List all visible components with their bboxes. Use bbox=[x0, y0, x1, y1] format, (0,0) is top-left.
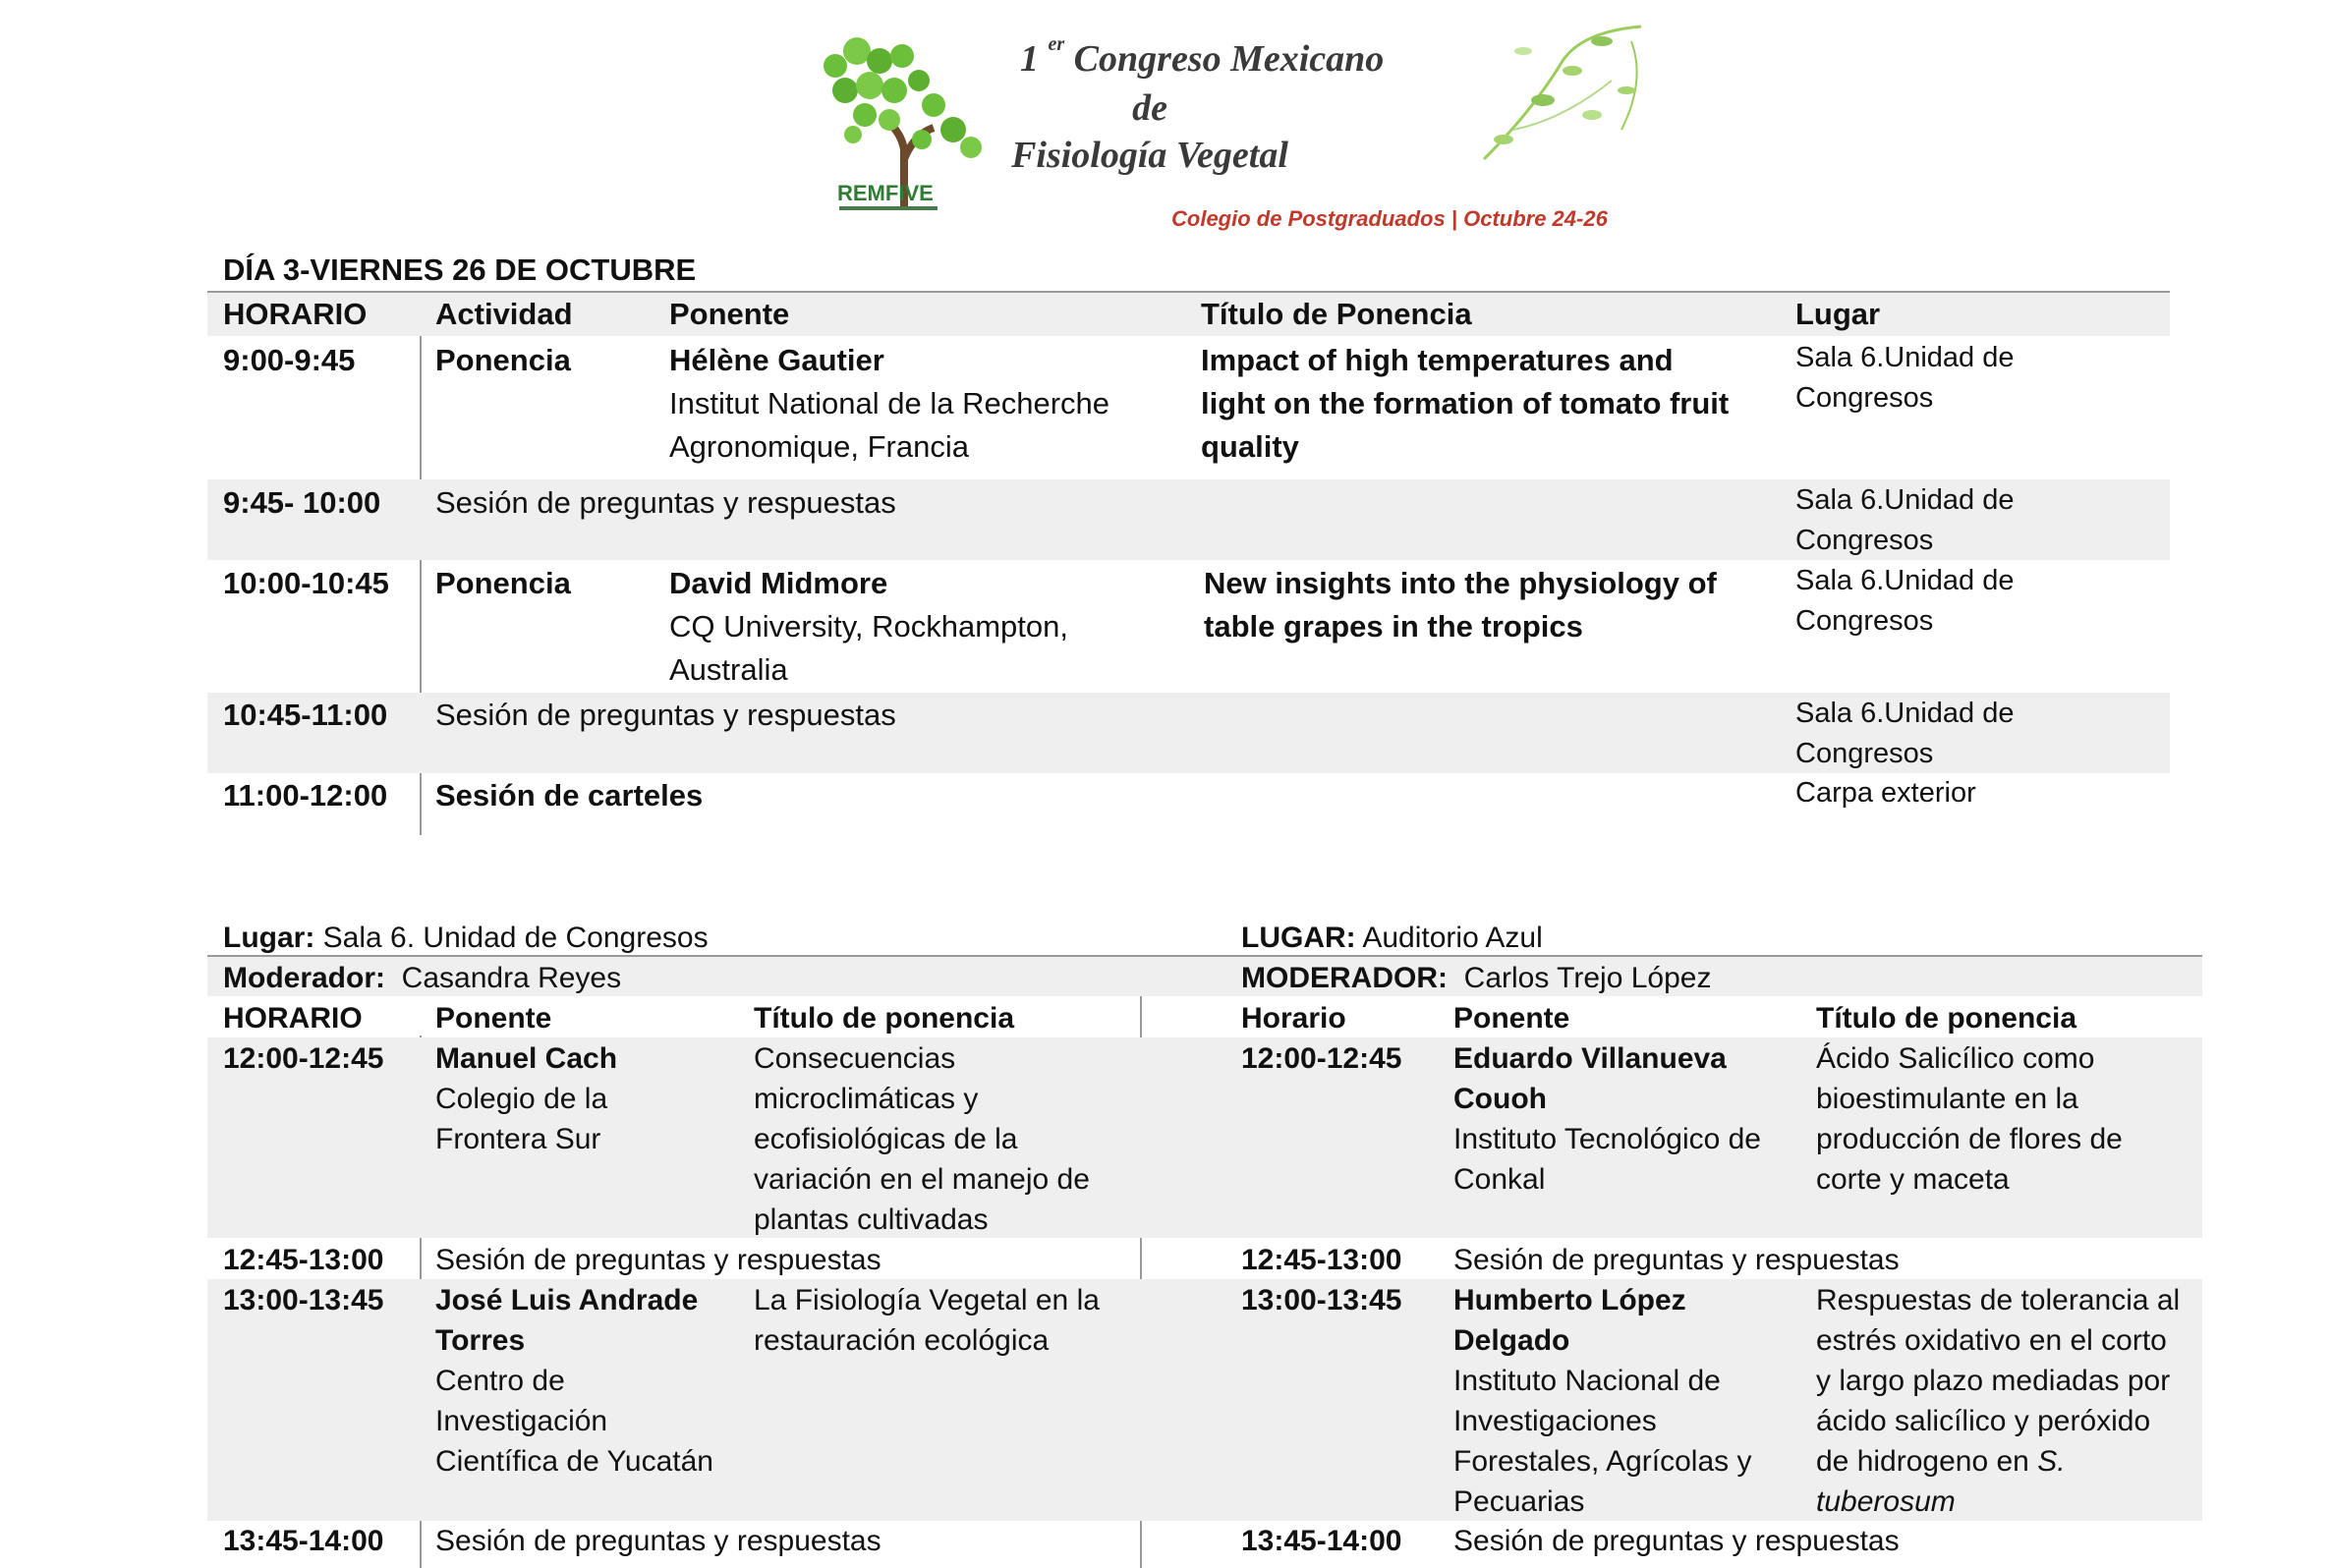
row-talk-title: table grapes in the tropics bbox=[1204, 609, 1583, 644]
row-place: Sala 6.Unidad de bbox=[1795, 698, 2015, 729]
row-speaker: Torres bbox=[435, 1324, 526, 1357]
congress-title-line2: de bbox=[1132, 87, 1167, 129]
row-time: 10:00-10:45 bbox=[223, 566, 389, 600]
row-speaker: David Midmore bbox=[669, 566, 888, 600]
congress-subtitle: Colegio de Postgraduados | Octubre 24-26 bbox=[1171, 206, 1608, 231]
row-time: 9:00-9:45 bbox=[223, 343, 356, 377]
row-affiliation: Centro de bbox=[435, 1365, 565, 1397]
row-time: 12:00-12:45 bbox=[223, 1042, 384, 1075]
row-time: 9:45- 10:00 bbox=[223, 485, 381, 520]
row-speaker: Eduardo Villanueva bbox=[1453, 1042, 1727, 1075]
row-talk-title: restauración ecológica bbox=[754, 1324, 1050, 1357]
row-activity: Sesión de preguntas y respuestas bbox=[435, 698, 896, 732]
row-place: Congresos bbox=[1795, 525, 1934, 556]
row-affiliation: Investigación bbox=[435, 1405, 608, 1437]
row-talk-title: estrés oxidativo en el corto bbox=[1816, 1324, 2167, 1357]
row-speaker: Couoh bbox=[1453, 1083, 1547, 1115]
row-talk-title: variación en el manejo de bbox=[754, 1163, 1090, 1196]
row-affiliation: Científica de Yucatán bbox=[435, 1445, 713, 1478]
logo-text: REMFIVE bbox=[837, 181, 934, 205]
row-time: 13:00-13:45 bbox=[1241, 1284, 1402, 1316]
congress-title-line1: 1 $^{er}$ Congreso Mexicano bbox=[1020, 33, 1385, 80]
row-talk-title: y largo plazo mediadas por bbox=[1816, 1365, 2171, 1397]
row-activity: Ponencia bbox=[435, 566, 571, 600]
row-affiliation: Pecuarias bbox=[1453, 1485, 1585, 1518]
header-place: Lugar bbox=[1795, 297, 1881, 331]
row-qa: Sesión de preguntas y respuestas bbox=[1453, 1244, 1900, 1276]
header-time: HORARIO bbox=[223, 297, 368, 331]
day-title: DÍA 3-VIERNES 26 DE OCTUBRE bbox=[223, 252, 697, 287]
row-qa: Sesión de preguntas y respuestas bbox=[435, 1525, 881, 1557]
congress-banner bbox=[806, 22, 1661, 243]
row-affiliation: Colegio de la bbox=[435, 1083, 608, 1115]
congress-title-line3: Fisiología Vegetal bbox=[1011, 135, 1288, 176]
row-time: 13:45-14:00 bbox=[223, 1525, 384, 1557]
row-talk-title: Ácido Salicílico como bbox=[1816, 1042, 2095, 1075]
row-time: 12:45-13:00 bbox=[1241, 1244, 1402, 1276]
row-talk-title: tuberosum bbox=[1816, 1485, 1956, 1518]
row-place: Congresos bbox=[1795, 605, 1934, 637]
row-place: Congresos bbox=[1795, 738, 1934, 769]
left-header-talk: Título de ponencia bbox=[754, 1002, 1015, 1035]
left-place: Lugar: Sala 6. Unidad de Congresos bbox=[223, 922, 709, 954]
row-talk-title: New insights into the physiology of bbox=[1204, 566, 1717, 600]
row-activity: Sesión de carteles bbox=[435, 778, 704, 812]
logo-subline bbox=[839, 206, 938, 210]
row-talk-title: Impact of high temperatures and bbox=[1201, 343, 1674, 377]
row-speaker: Hélène Gautier bbox=[669, 343, 884, 377]
left-moderator: Moderador: Casandra Reyes bbox=[223, 962, 622, 994]
left-header-speaker: Ponente bbox=[435, 1002, 552, 1035]
row-talk-title: microclimáticas y bbox=[754, 1083, 979, 1115]
right-header-speaker: Ponente bbox=[1453, 1002, 1570, 1035]
row-talk-title: Respuestas de tolerancia al bbox=[1816, 1284, 2181, 1316]
row-talk-title: bioestimulante en la bbox=[1816, 1083, 2078, 1115]
row-affiliation: CQ University, Rockhampton, bbox=[669, 609, 1068, 644]
row-speaker: José Luis Andrade bbox=[435, 1284, 699, 1316]
row-speaker: Delgado bbox=[1453, 1324, 1570, 1357]
row-talk-title: corte y maceta bbox=[1816, 1163, 2010, 1196]
row-talk-title: producción de flores de bbox=[1816, 1123, 2123, 1155]
right-header-talk: Título de ponencia bbox=[1816, 1002, 2077, 1035]
right-header-time: Horario bbox=[1241, 1002, 1346, 1035]
row-place: Sala 6.Unidad de bbox=[1795, 484, 2015, 516]
vine-decoration-icon bbox=[1474, 22, 1661, 169]
row-talk-title: plantas cultivadas bbox=[754, 1204, 989, 1236]
row-speaker: Humberto López bbox=[1453, 1284, 1686, 1316]
row-speaker: Manuel Cach bbox=[435, 1042, 618, 1075]
row-place: Carpa exterior bbox=[1795, 777, 1976, 809]
row-affiliation: Instituto Nacional de bbox=[1453, 1365, 1721, 1397]
row-talk-title: quality bbox=[1201, 429, 1299, 464]
row-time: 12:00-12:45 bbox=[1241, 1042, 1402, 1075]
header-talk: Título de Ponencia bbox=[1201, 297, 1472, 331]
row-activity: Ponencia bbox=[435, 343, 571, 377]
right-moderator: MODERADOR: Carlos Trejo López bbox=[1241, 962, 1712, 994]
left-header-time: HORARIO bbox=[223, 1002, 363, 1035]
row-time: 13:00-13:45 bbox=[223, 1284, 384, 1316]
row-talk-title: La Fisiología Vegetal en la bbox=[754, 1284, 1100, 1316]
row-affiliation: Instituto Tecnológico de bbox=[1453, 1123, 1761, 1155]
row-place: Congresos bbox=[1795, 382, 1934, 414]
row-talk-title: de hidrogeno en S. bbox=[1816, 1445, 2066, 1478]
row-talk-title: ecofisiológicas de la bbox=[754, 1123, 1018, 1155]
right-place: LUGAR: Auditorio Azul bbox=[1241, 922, 1543, 954]
row-affiliation: Australia bbox=[669, 652, 788, 687]
row-place: Sala 6.Unidad de bbox=[1795, 565, 2015, 596]
row-affiliation: Conkal bbox=[1453, 1163, 1546, 1196]
row-time: 12:45-13:00 bbox=[223, 1244, 384, 1276]
row-qa: Sesión de preguntas y respuestas bbox=[1453, 1525, 1900, 1557]
row-affiliation: Agronomique, Francia bbox=[669, 429, 969, 464]
row-time: 13:45-14:00 bbox=[1241, 1525, 1402, 1557]
header-activity: Actividad bbox=[435, 297, 573, 331]
row-affiliation: Investigaciones bbox=[1453, 1405, 1657, 1437]
row-time: 10:45-11:00 bbox=[223, 698, 388, 732]
row-affiliation: Institut National de la Recherche bbox=[669, 386, 1110, 420]
row-time: 11:00-12:00 bbox=[223, 778, 388, 812]
header-speaker: Ponente bbox=[669, 297, 790, 331]
row-talk-title: light on the formation of tomato fruit bbox=[1201, 386, 1730, 420]
row-activity: Sesión de preguntas y respuestas bbox=[435, 485, 896, 520]
row-place: Sala 6.Unidad de bbox=[1795, 342, 2015, 373]
row-talk-title: Consecuencias bbox=[754, 1042, 956, 1075]
row-qa: Sesión de preguntas y respuestas bbox=[435, 1244, 881, 1276]
row-affiliation: Forestales, Agrícolas y bbox=[1453, 1445, 1752, 1478]
row-affiliation: Frontera Sur bbox=[435, 1123, 601, 1155]
row-talk-title: ácido salicílico y peróxido bbox=[1816, 1405, 2151, 1437]
